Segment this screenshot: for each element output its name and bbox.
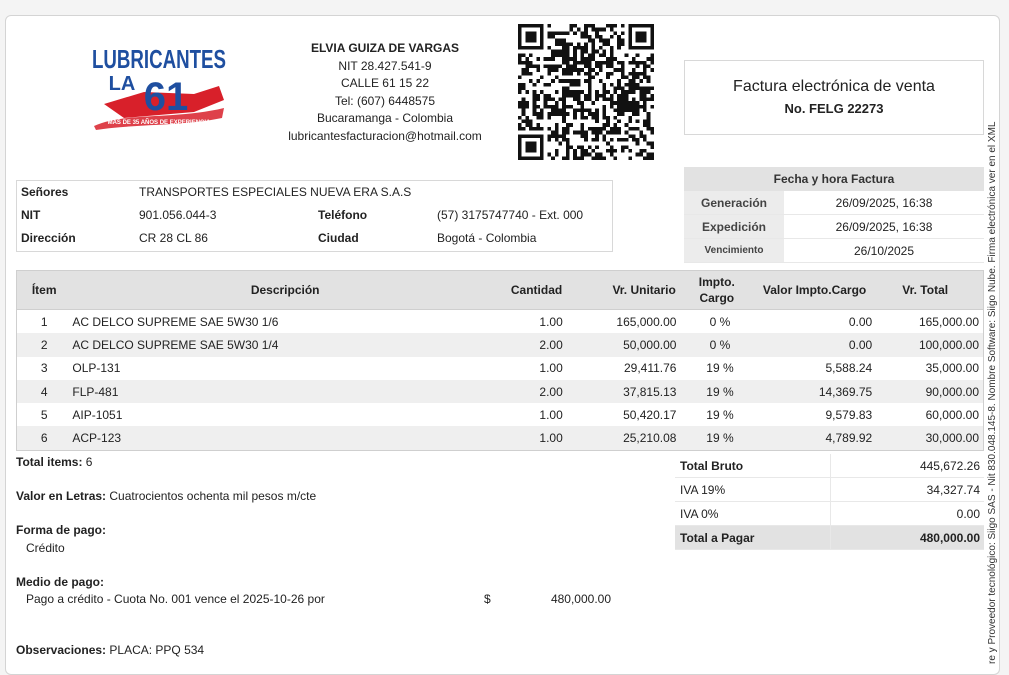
medio-pago-currency: $	[484, 592, 491, 606]
qr-finder-pattern	[518, 134, 544, 160]
date-row-expedicion	[684, 215, 984, 239]
cell-total: 90,000.00	[925, 384, 979, 399]
valor-letras-value: Cuatrocientos ochenta mil pesos m/cte	[109, 489, 317, 503]
header-qty: Cantidad	[510, 283, 563, 297]
cell-unit: 50,000.00	[623, 337, 677, 352]
cell-taxv: 9,579.83	[825, 407, 873, 422]
cell-total: 100,000.00	[918, 337, 979, 352]
software-provider-text: re y Proveedor tecnológico: Siigo SAS - Nit 830.048.145-8. Nombre Software: Siigo Nube. Firma electrónica ver en el XML	[987, 121, 998, 664]
total-pagar-value: 480,000.00	[830, 526, 984, 549]
invoice-title-box	[684, 60, 984, 135]
vencimiento-value: 26/10/2025	[853, 244, 915, 258]
total-items-value: 6	[85, 455, 93, 469]
header-tax	[676, 271, 758, 309]
issuer-info	[270, 40, 500, 145]
cell-tax: 19 %	[706, 407, 734, 422]
senores-label: Señores	[21, 185, 69, 199]
client-city: Bogotá - Colombia	[437, 231, 537, 245]
direccion-label: Dirección	[21, 231, 76, 245]
totals-box	[675, 454, 984, 550]
cell-tax: 19 %	[706, 361, 734, 376]
cell-desc: AC DELCO SUPREME SAE 5W30 1/6	[72, 314, 279, 329]
cell-taxv: 14,369.75	[818, 384, 873, 399]
cell-item: 2	[40, 337, 48, 352]
total-pagar-label: Total a Pagar	[675, 526, 830, 549]
table-row	[17, 403, 983, 426]
date-row-generacion	[684, 191, 984, 215]
cell-desc: AC DELCO SUPREME SAE 5W30 1/4	[72, 337, 279, 352]
header-total: Vr. Total	[902, 283, 949, 297]
issuer-nit: NIT 28.427.541-9	[338, 58, 432, 73]
dates-header: Fecha y hora Factura	[684, 167, 984, 191]
cell-total: 35,000.00	[925, 361, 979, 376]
total-items	[16, 455, 92, 469]
generacion-label: Generación	[684, 191, 784, 214]
issuer-address: CALLE 61 15 22	[340, 76, 430, 90]
qr-finder-pattern	[518, 24, 544, 50]
table-row	[17, 357, 983, 380]
issuer-name: ELVIA GUIZA DE VARGAS	[310, 41, 459, 55]
software-provider-note	[985, 121, 999, 664]
cell-taxv: 5,588.24	[825, 361, 873, 376]
header-item: Ítem	[31, 283, 57, 297]
observaciones	[16, 643, 204, 657]
svg-text:LUBRICANTES: LUBRICANTES	[92, 44, 226, 74]
cell-total: 165,000.00	[918, 314, 979, 329]
svg-text:LA: LA	[108, 73, 136, 95]
expedicion-label: Expedición	[684, 215, 784, 238]
header-tax-line2: Cargo	[699, 291, 735, 305]
cell-qty: 1.00	[539, 431, 563, 446]
valor-letras-label: Valor en Letras:	[16, 489, 107, 503]
cell-unit: 29,411.76	[623, 361, 677, 376]
table-row	[17, 380, 983, 403]
cell-tax: 19 %	[706, 431, 734, 446]
cell-qty: 1.00	[539, 407, 563, 422]
iva0-label: IVA 0%	[675, 502, 830, 525]
header-desc: Descripción	[250, 283, 320, 297]
table-row	[17, 333, 983, 356]
cell-taxv: 0.00	[848, 337, 873, 352]
qr-finder-pattern	[628, 24, 654, 50]
cell-tax: 19 %	[706, 384, 734, 399]
header-unit: Vr. Unitario	[612, 283, 676, 297]
date-row-vencimiento	[684, 239, 984, 263]
total-bruto-value: 445,672.26	[830, 454, 984, 477]
table-row	[17, 310, 983, 333]
svg-text:61: 61	[143, 75, 189, 119]
cell-unit: 37,815.13	[623, 384, 677, 399]
issuer-phone: Tel: (607) 6448575	[334, 93, 436, 108]
observaciones-value: PLACA: PPQ 534	[109, 643, 205, 657]
cell-qty: 2.00	[539, 384, 563, 399]
svg-text:MÁS DE 35 AÑOS DE EXPERIENCIA: MÁS DE 35 AÑOS DE EXPERIENCIA	[107, 120, 211, 126]
items-table	[16, 270, 984, 451]
medio-pago-label: Medio de pago:	[16, 575, 104, 589]
cell-item: 5	[40, 407, 48, 422]
total-items-label: Total items:	[16, 455, 83, 469]
cell-desc: OLP-131	[72, 361, 121, 376]
invoice-number: No. FELG 22273	[784, 101, 884, 116]
cell-unit: 25,210.08	[623, 431, 677, 446]
issuer-email: lubricantesfacturacion@hotmail.com	[288, 128, 482, 143]
cell-qty: 2.00	[539, 337, 563, 352]
observaciones-label: Observaciones:	[16, 643, 107, 657]
forma-pago-value: Crédito	[26, 541, 65, 555]
invoice-title: Factura electrónica de venta	[733, 78, 935, 95]
header-tax-line1: Impto.	[698, 275, 735, 289]
total-pagar-row	[675, 526, 984, 550]
iva19-row	[675, 478, 984, 502]
valor-letras	[16, 489, 316, 503]
cell-unit: 165,000.00	[616, 314, 677, 329]
iva0-value: 0.00	[830, 502, 984, 525]
cell-qty: 1.00	[539, 314, 563, 329]
items-table-header	[17, 271, 983, 310]
company-logo	[84, 34, 234, 130]
ciudad-label: Ciudad	[318, 231, 359, 245]
issuer-city: Bucaramanga - Colombia	[316, 111, 454, 125]
generacion-value: 26/09/2025, 16:38	[835, 196, 933, 210]
cell-item: 1	[40, 314, 48, 329]
forma-pago-label: Forma de pago:	[16, 523, 107, 537]
cell-tax: 0 %	[709, 314, 731, 329]
cell-tax: 0 %	[709, 337, 731, 352]
qr-code	[518, 24, 654, 160]
nit-label: NIT	[21, 208, 41, 222]
expedicion-value: 26/09/2025, 16:38	[835, 220, 933, 234]
cell-qty: 1.00	[539, 361, 563, 376]
cell-desc: FLP-481	[72, 384, 119, 399]
telefono-label: Teléfono	[318, 208, 368, 222]
cell-taxv: 0.00	[848, 314, 873, 329]
cell-item: 6	[40, 431, 48, 446]
invoice-dates	[684, 167, 984, 263]
total-bruto-row	[675, 454, 984, 478]
cell-taxv: 4,789.92	[825, 431, 873, 446]
table-row	[17, 426, 983, 449]
cell-total: 30,000.00	[925, 431, 979, 446]
vencimiento-label: Vencimiento	[684, 239, 784, 262]
cell-desc: ACP-123	[72, 431, 122, 446]
medio-pago-value: Pago a crédito - Cuota No. 001 vence el 2025-10-26 por	[26, 592, 325, 606]
cell-unit: 50,420.17	[623, 407, 677, 422]
cell-item: 3	[40, 361, 48, 376]
iva19-value: 34,327.74	[830, 478, 984, 501]
header-taxv: Valor Impto.Cargo	[762, 283, 867, 297]
client-info	[16, 180, 613, 252]
client-address: CR 28 CL 86	[139, 231, 208, 245]
total-bruto-label: Total Bruto	[675, 454, 830, 477]
cell-desc: AIP-1051	[72, 407, 123, 422]
cell-item: 4	[40, 384, 48, 399]
iva19-label: IVA 19%	[675, 478, 830, 501]
medio-pago-amount: 480,000.00	[550, 592, 611, 606]
client-name: TRANSPORTES ESPECIALES NUEVA ERA S.A.S	[139, 185, 412, 199]
iva0-row	[675, 502, 984, 526]
client-nit: 901.056.044-3	[139, 208, 217, 222]
cell-total: 60,000.00	[925, 407, 979, 422]
client-phone: (57) 3175747740 - Ext. 000	[437, 208, 584, 222]
